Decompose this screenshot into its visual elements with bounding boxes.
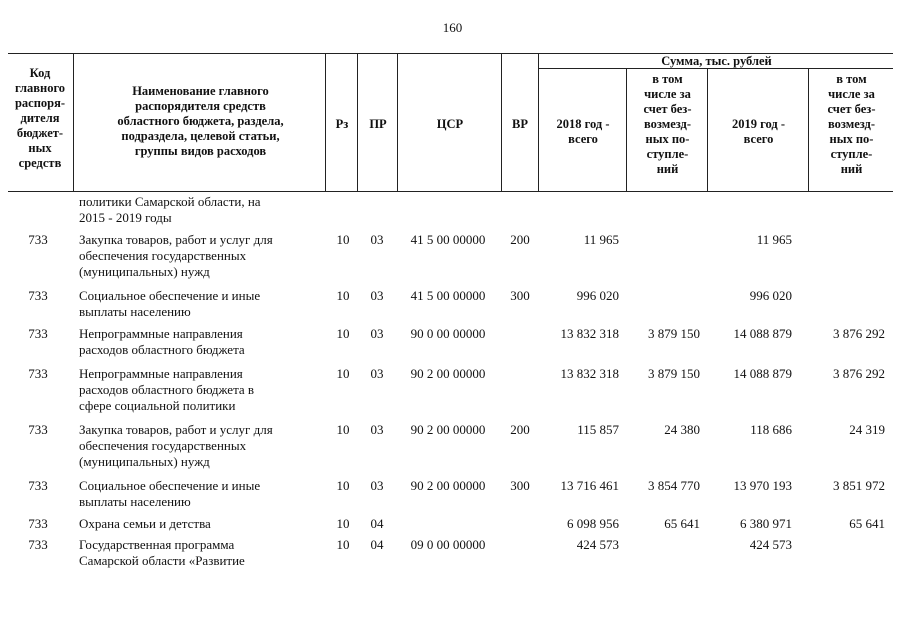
row-2019-gratuitous: 24 319 [849,422,885,437]
row-pr: 03 [370,326,384,341]
row-csr: 41 5 00 00000 [410,288,486,303]
header-2019-incl: в том числе за счет без- возмезд- ных по- ступле- ний [827,72,876,176]
row-rz: 10 [336,422,350,437]
row-name: Закупка товаров, работ и услуг для обеспечения государственных (муниципальных) нужд [79,232,273,279]
row-2019-total: 11 965 [756,232,792,247]
row-code: 733 [28,478,48,493]
row-2018-total: 996 020 [576,288,619,303]
row-code: 733 [28,326,48,341]
row-rz: 10 [336,537,350,552]
row-2019-total: 996 020 [749,288,792,303]
row-2019-total: 13 970 193 [733,478,792,493]
row-name: Государственная программа Самарской области «Развитие [79,537,245,568]
header-rz: Рз [335,117,349,131]
row-code: 733 [28,366,48,381]
row-code: 733 [28,537,48,552]
header-code: Код главного распоря- дителя бюджет- ных средств [14,66,66,170]
row-pr: 03 [370,232,384,247]
row-2018-total: 13 716 461 [560,478,619,493]
row-csr: 90 0 00 00000 [410,326,486,341]
row-2019-gratuitous: 3 851 972 [833,478,885,493]
row-csr: 90 2 00 00000 [410,422,486,437]
row-vr: 300 [510,288,530,303]
row-pr: 04 [370,516,384,531]
row-2018-total: 11 965 [583,232,619,247]
row-csr: 09 0 00 00000 [410,537,486,552]
row-name: Закупка товаров, работ и услуг для обеспечения государственных (муниципальных) нужд [79,422,273,469]
row-2018-gratuitous: 24 380 [664,422,700,437]
row-2018-gratuitous: 3 879 150 [648,366,700,381]
row-2018-total: 13 832 318 [560,366,619,381]
row-2018-total: 115 857 [577,422,619,437]
row-2018-gratuitous: 3 879 150 [648,326,700,341]
row-2019-gratuitous: 3 876 292 [833,366,885,381]
row-rz: 10 [336,516,350,531]
header-vr: ВР [512,117,528,131]
row-pr: 03 [370,288,384,303]
row-2019-total: 424 573 [749,537,792,552]
row-2019-total: 6 380 971 [740,516,792,531]
row-pr: 04 [370,537,384,552]
row-2019-gratuitous: 65 641 [849,516,885,531]
row-pr: 03 [370,478,384,493]
row-code: 733 [28,422,48,437]
row-pr: 03 [370,422,384,437]
row-rz: 10 [336,326,350,341]
row-2018-total: 424 573 [576,537,619,552]
row-rz: 10 [336,232,350,247]
row-rz: 10 [336,288,350,303]
row-pr: 03 [370,366,384,381]
row-2018-gratuitous: 65 641 [664,516,700,531]
row-rz: 10 [336,478,350,493]
row-2018-total: 13 832 318 [560,326,619,341]
header-2018-incl: в том числе за счет без- возмезд- ных по- ступле- ний [643,72,692,176]
row-name: Непрограммные направления расходов областного бюджета в сфере социальной политики [79,366,255,413]
header-csr: ЦСР [436,117,464,131]
continuation-text: политики Самарской области, на 2015 - 2019 годы [79,194,261,225]
row-2019-gratuitous: 3 876 292 [833,326,885,341]
row-2018-total: 6 098 956 [567,516,619,531]
row-2019-total: 14 088 879 [733,366,792,381]
row-vr: 200 [510,422,530,437]
row-name: Охрана семьи и детства [79,516,211,531]
page-number: 160 [442,20,463,35]
header-name: Наименование главного распорядителя средств областного бюджета, раздела, подраздела, целевой статьи, группы видов расходов [117,84,284,158]
row-csr: 90 2 00 00000 [410,366,486,381]
row-2019-total: 14 088 879 [733,326,792,341]
row-name: Непрограммные направления расходов областного бюджета [79,326,245,357]
row-code: 733 [28,288,48,303]
row-code: 733 [28,516,48,531]
row-code: 733 [28,232,48,247]
header-2019-total: 2019 год - всего [732,117,785,146]
row-name: Социальное обеспечение и иные выплаты населению [79,288,261,319]
row-vr: 200 [510,232,530,247]
header-2018-total: 2018 год - всего [556,117,610,146]
row-2018-gratuitous: 3 854 770 [648,478,700,493]
header-pr: ПР [369,117,387,131]
row-csr: 90 2 00 00000 [410,478,486,493]
row-2019-total: 118 686 [750,422,792,437]
row-csr: 41 5 00 00000 [410,232,486,247]
row-rz: 10 [336,366,350,381]
row-vr: 300 [510,478,530,493]
header-sum: Сумма, тыс. рублей [661,54,772,68]
row-name: Социальное обеспечение и иные выплаты населению [79,478,261,509]
